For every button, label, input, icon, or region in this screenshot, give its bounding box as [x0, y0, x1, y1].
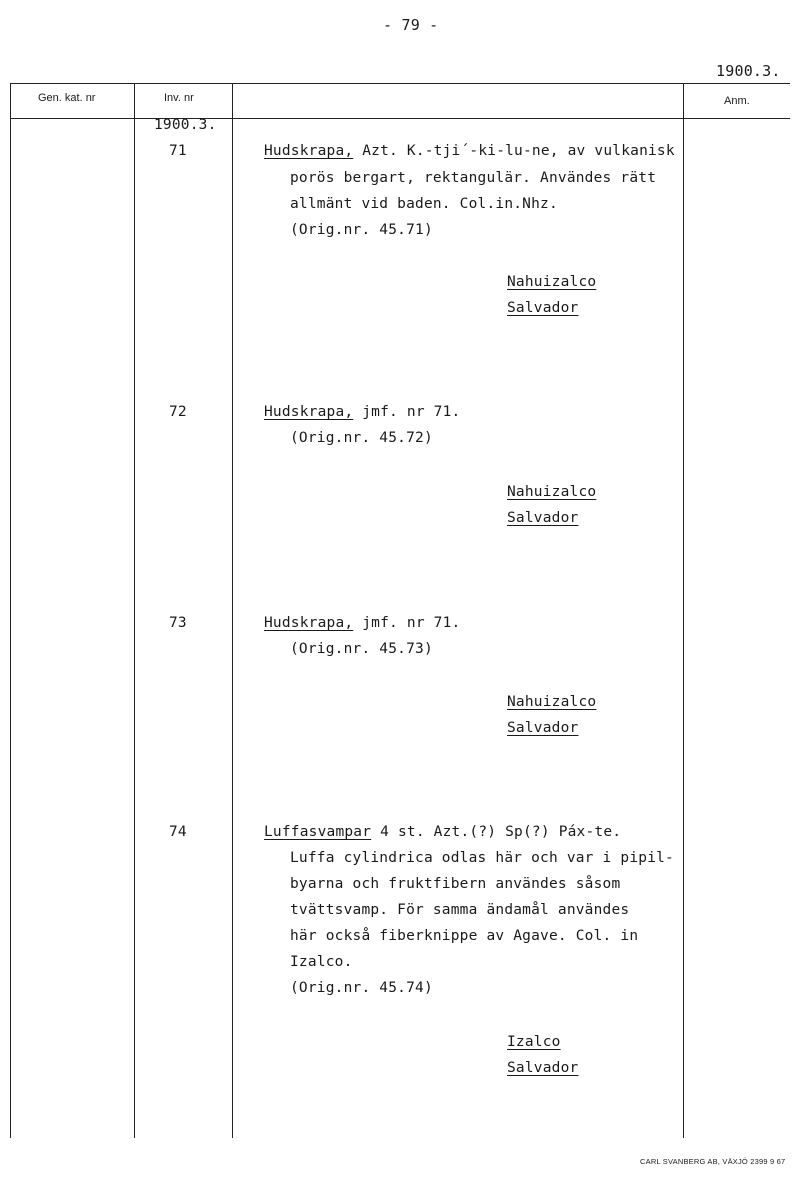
entry-inv-number: 71 [169, 143, 187, 159]
table-col-rule-left [10, 83, 11, 1138]
header-gen-kat-nr: Gen. kat. nr [38, 92, 96, 104]
entry-text-line: tvättsvamp. För samma ändamål användes [290, 902, 630, 918]
page-number: - 79 - [383, 16, 439, 34]
entry-country: Salvador [507, 510, 579, 526]
entry-text-line: här också fiberknippe av Agave. Col. in [290, 928, 639, 944]
entry-place: Nahuizalco [507, 274, 597, 290]
entry-title: Hudskrapa, [264, 143, 354, 159]
table-col-rule-2 [232, 83, 233, 1138]
entry-inv-number: 74 [169, 824, 187, 840]
entry-inv-number: 73 [169, 615, 187, 631]
table-top-rule [10, 83, 790, 84]
entry-text-line: (Orig.nr. 45.71) [290, 222, 433, 238]
table-col-rule-1 [134, 83, 135, 1138]
entry-text-line: allmänt vid baden. Col.in.Nhz. [290, 196, 558, 212]
entry-text-line: Luffa cylindrica odlas här och var i pipil- [290, 850, 674, 866]
entry-place: Nahuizalco [507, 484, 597, 500]
entry-first-rest: 4 st. Azt.(?) Sp(?) Páx-te. [371, 824, 622, 840]
entry-country: Salvador [507, 300, 579, 316]
entry-first-rest: jmf. nr 71. [353, 615, 461, 631]
entry-text-line: (Orig.nr. 45.72) [290, 430, 433, 446]
entry-first-line [264, 615, 460, 631]
entry-inv-number: 72 [169, 404, 187, 420]
year-in-table: 1900.3. [154, 117, 217, 133]
entry-text-line: byarna och fruktfibern användes såsom [290, 876, 621, 892]
header-inv-nr: Inv. nr [164, 92, 194, 104]
entry-text-line: Izalco. [290, 954, 353, 970]
entry-title: Hudskrapa, [264, 404, 354, 420]
header-anm: Anm. [724, 95, 750, 107]
entry-text-line: (Orig.nr. 45.73) [290, 641, 433, 657]
entry-title: Hudskrapa, [264, 615, 354, 631]
entry-text-line: porös bergart, rektangulär. Användes rätt [290, 170, 657, 186]
table-col-rule-3 [683, 83, 684, 1138]
year-top: 1900.3. [716, 62, 781, 80]
entry-place: Izalco [507, 1034, 561, 1050]
entry-country: Salvador [507, 1060, 579, 1076]
entry-first-rest: Azt. K.-tji´-ki-lu-ne, av vulkanisk [353, 143, 675, 159]
entry-first-line [264, 143, 675, 159]
table-header-rule [10, 118, 790, 119]
entry-text-line: (Orig.nr. 45.74) [290, 980, 433, 996]
entry-first-rest: jmf. nr 71. [353, 404, 461, 420]
entry-country: Salvador [507, 720, 579, 736]
entry-first-line [264, 824, 621, 840]
entry-first-line [264, 404, 460, 420]
entry-place: Nahuizalco [507, 694, 597, 710]
entry-title: Luffasvampar [264, 824, 372, 840]
printer-mark: CARL SVANBERG AB, VÄXJÖ 2399 9 67 [640, 1157, 786, 1166]
